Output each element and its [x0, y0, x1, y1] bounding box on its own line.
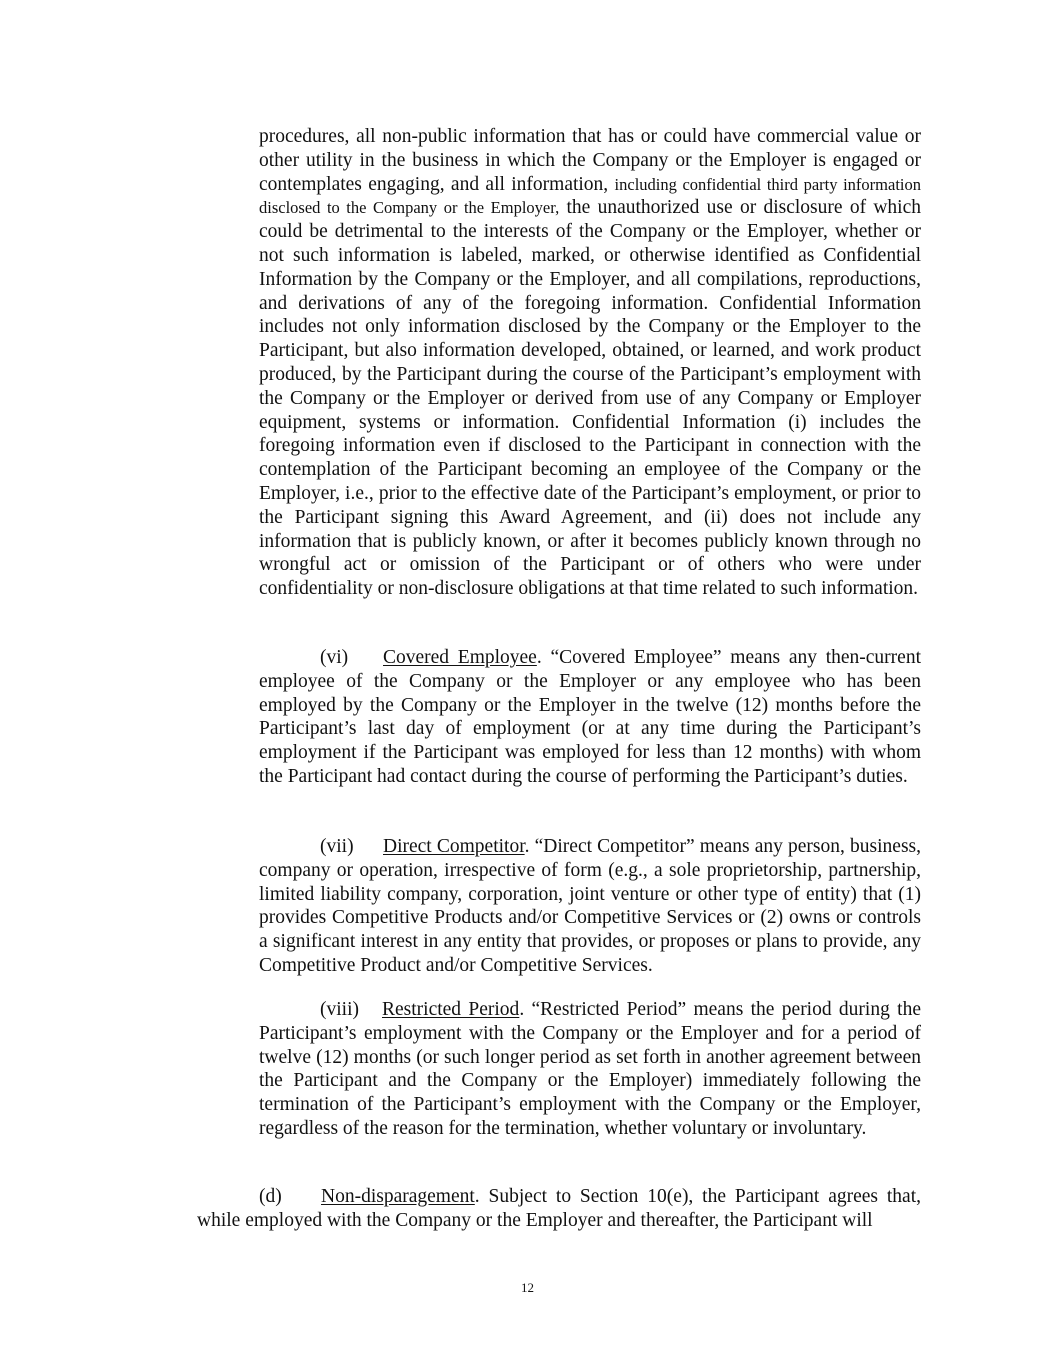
section-heading: Direct Competitor	[383, 836, 525, 857]
section-heading: Covered Employee	[383, 647, 537, 668]
paragraph-text-small: including confidential third party information disclosed to the Company or the Employer,	[259, 174, 921, 218]
direct-competitor-paragraph	[259, 835, 921, 978]
covered-employee-paragraph	[259, 646, 921, 789]
paragraph-text: . “Direct Competitor” means any person, business, company or operation, irrespective of form (e.g., a sole proprietorship, partnership, limited liability company, corporation, joint venture or other type of entity) that (1) provides Competitive Products and/or Competitive Services or (2) owns or controls a significant interest in any entity that provides, or proposes or plans to provide, any Competitive Product and/or Competitive Services.	[259, 836, 921, 976]
page-number: 12	[521, 1280, 534, 1295]
paragraph-text: procedures, all non-public information that has or could have commercial value or other utility in the business in which the Company or the Employer is engaged or contemplates engaging, and all information,	[259, 126, 921, 195]
section-number: (viii)	[320, 999, 359, 1020]
section-heading: Non-disparagement	[321, 1186, 475, 1207]
paragraph-text: . “Covered Employee” means any then-current employee of the Company or the Employer or any employee who has been employed by the Company or the Employer in the twelve (12) months before the Participant’s last day of employment (or at any time during the Participant’s employment if the Participant was employed for less than 12 months) with whom the Participant had contact during the course of performing the Participant’s duties.	[259, 647, 921, 787]
section-number: (vi)	[320, 647, 349, 668]
restricted-period-paragraph	[259, 998, 921, 1141]
paragraph-text: the unauthorized use or disclosure of which could be detrimental to the interests of the Company or the Employer, whether or not such information is labeled, marked, or otherwise identified as Confidential Information by the Company or the Employer, and all compilations, reproductions, and derivations of any of the foregoing information. Confidential Information includes not only information disclosed by the Company or the Employer to the Participant, but also information developed, obtained, or learned, and work product produced, by the Participant during the course of the Participant’s employment with the Company or the Employer or derived from use of any Company or Employer equipment, systems or information. Confidential Information (i) includes the foregoing information even if disclosed to the Participant in connection with the contemplation of the Participant becoming an employee of the Company or the Employer, i.e., prior to the effective date of the Participant’s employment, or prior to the Participant signing this Award Agreement, and (ii) does not include any information that is publicly known, or after it becomes publicly known through no wrongful act or omission of the Participant or of others who were under confidentiality or non-disclosure obligations at that time related to such information.	[259, 197, 921, 600]
section-number: (d)	[259, 1186, 282, 1207]
paragraph-text: . “Restricted Period” means the period during the Participant’s employment with the Company or the Employer and for a period of twelve (12) months (or such longer period as set forth in another agreement between the Participant and the Company or the Employer) immediately following the termination of the Participant’s employment with the Company or the Employer, regardless of the reason for the termination, whether voluntary or involuntary.	[259, 999, 922, 1139]
paragraph-text: . Subject to Section 10(e), the Participant agrees that, while employed with the Company or the Employer and thereafter, the Participant will	[197, 1186, 921, 1231]
section-number: (vii)	[320, 836, 354, 857]
non-disparagement-paragraph	[197, 1185, 921, 1233]
section-heading: Restricted Period	[382, 999, 520, 1020]
confidential-information-paragraph	[259, 125, 921, 601]
